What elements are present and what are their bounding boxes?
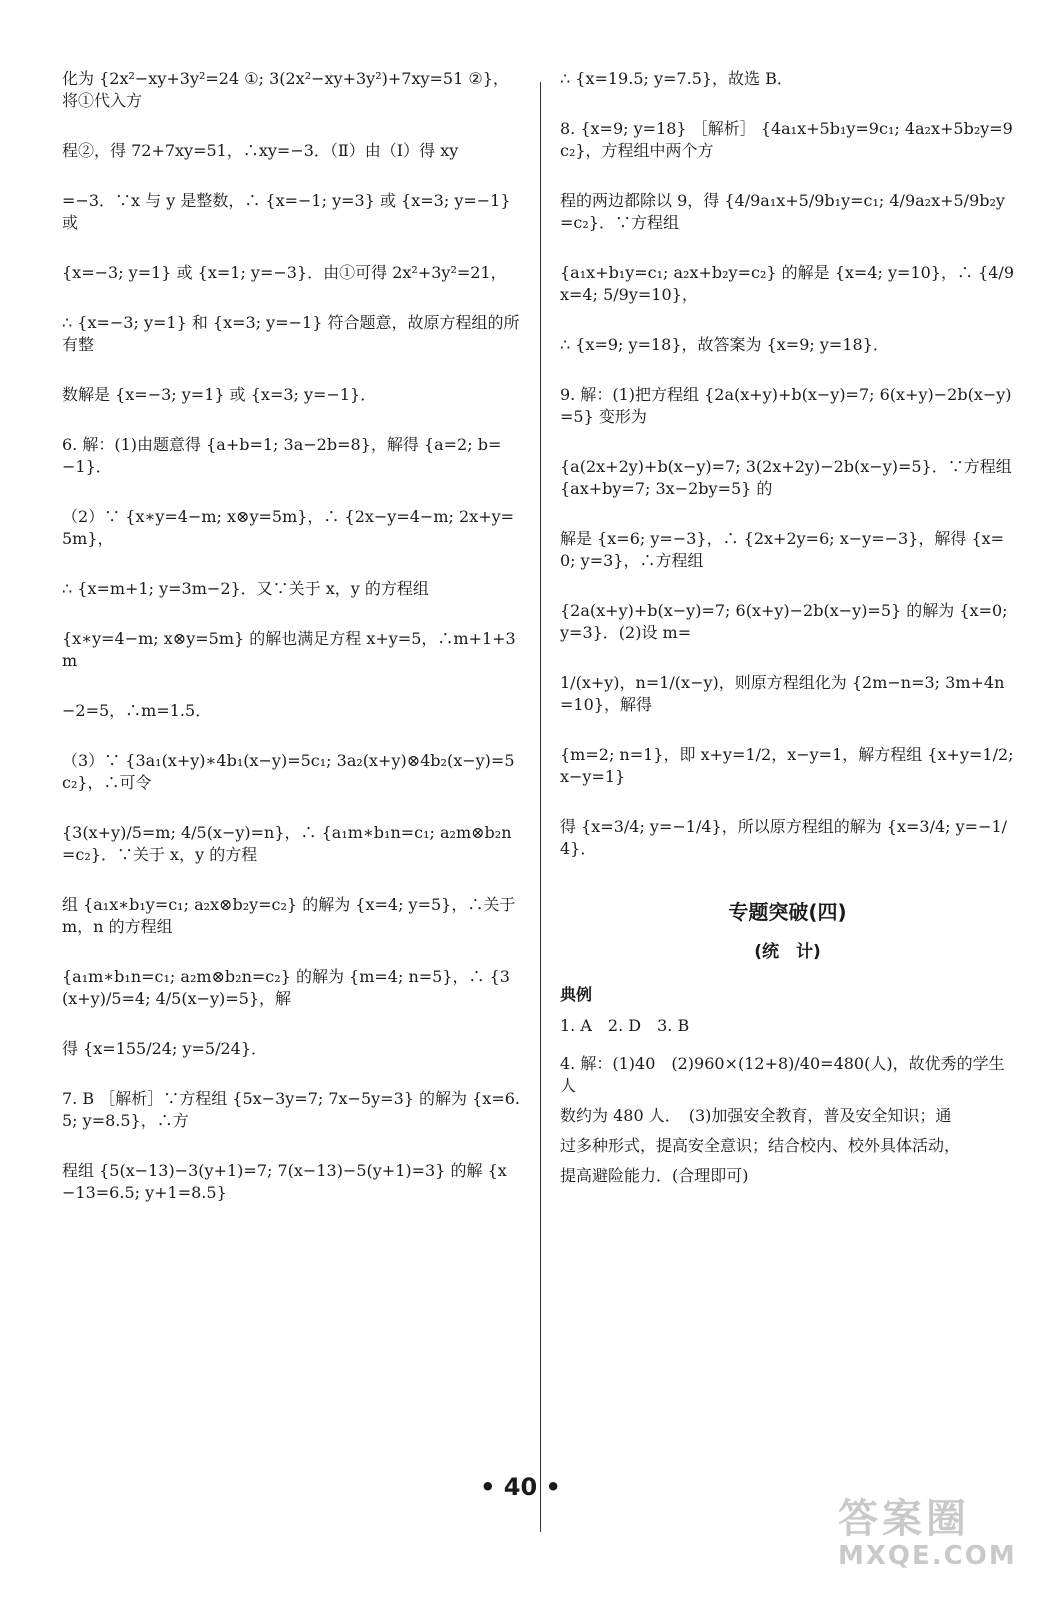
question-6: 6. 解：(1)由题意得 {a+b=1; 3a−2b=8}，解得 {a=2; b=−1}． — [62, 435, 502, 476]
question-7: 7. B ［解析］∵方程组 {5x−3y=7; 7x−5y=3} 的解为 {x=6.5; y=8.5}，∴方 — [62, 1089, 520, 1130]
text-line: 组 {a₁x∗b₁y=c₁; a₂x⊗b₂y=c₂} 的解为 {x=4; y=5}，∴关于 m，n 的方程组 — [62, 895, 521, 936]
text-line: ∴ {x=m+1; y=3m−2}．又∵关于 x，y 的方程组 — [62, 579, 429, 598]
text-line: {x∗y=4−m; x⊗y=5m} 的解也满足方程 x+y=5，∴m+1+3m — [62, 629, 516, 670]
text-line: 程的两边都除以 9，得 {4/9a₁x+5/9b₁y=c₁; 4/9a₂x+5/9b₂y=c₂}．∵方程组 — [560, 191, 1005, 232]
left-column — [62, 68, 520, 1204]
watermark-bottom: MXQE.COM — [838, 1541, 1017, 1571]
text-line: （2）∵ {x∗y=4−m; x⊗y=5m}，∴ {2x−y=4−m; 2x+y=5m}， — [62, 507, 515, 548]
question-9: 9. 解：(1)把方程组 {2a(x+y)+b(x−y)=7; 6(x+y)−2b(x−y)=5} 变形为 — [560, 385, 1012, 426]
text-line: {a₁x+b₁y=c₁; a₂x+b₂y=c₂} 的解是 {x=4; y=10}，∴ {4/9x=4; 5/9y=10}， — [560, 263, 1014, 304]
text-line: 数解是 {x=−3; y=1} 或 {x=3; y=−1}． — [62, 385, 377, 404]
text-line: ∴ {x=19.5; y=7.5}，故选 B． — [560, 69, 793, 88]
section-subtitle: (统 计) — [754, 942, 821, 962]
text-line: 数约为 480 人． (3)加强安全教育，普及安全知识；通 — [560, 1106, 952, 1125]
page-number: • 40 • — [480, 1473, 561, 1501]
text-line: 提高避险能力．(合理即可) — [560, 1166, 749, 1185]
text-line: {a₁m∗b₁n=c₁; a₂m⊗b₂n=c₂} 的解为 {m=4; n=5}，∴ {3(x+y)/5=4; 4/5(x−y)=5}，解 — [62, 967, 510, 1008]
text-line: 得 {x=155/24; y=5/24}． — [62, 1039, 268, 1058]
text-line: {a(2x+2y)+b(x−y)=7; 3(2x+2y)−2b(x−y)=5}．∵方程组 {ax+by=7; 3x−2by=5} 的 — [560, 457, 1017, 498]
text-line: 得 {x=3/4; y=−1/4}，所以原方程组的解为 {x=3/4; y=−1/4}． — [560, 817, 1008, 858]
right-column — [560, 68, 1019, 1187]
question-4: 4. 解：(1)40 (2)960×(12+8)/40=480(人)，故优秀的学生人 — [560, 1054, 1005, 1095]
text-line: 1/(x+y)，n=1/(x−y)，则原方程组化为 {2m−n=3; 3m+4n=10}，解得 — [560, 673, 1005, 714]
text-line: {3(x+y)/5=m; 4/5(x−y)=n}，∴ {a₁m∗b₁n=c₁; a₂m⊗b₂n=c₂}．∵关于 x，y 的方程 — [62, 823, 512, 864]
text-line: =−3．∵x 与 y 是整数，∴ {x=−1; y=3} 或 {x=3; y=−1} 或 — [62, 191, 516, 232]
example-label: 典例 — [560, 985, 593, 1004]
text-line: {x=−3; y=1} 或 {x=1; y=−3}．由①可得 2x²+3y²=21， — [62, 263, 507, 282]
text-line: 化为 {2x²−xy+3y²=24 ①; 3(2x²−xy+3y²)+7xy=51 ②}，将①代入方 — [62, 69, 509, 110]
text-line: −2=5，∴m=1.5． — [62, 701, 212, 720]
text-line: 程组 {5(x−13)−3(y+1)=7; 7(x−13)−5(y+1)=3} 的解 {x−13=6.5; y+1=8.5} — [62, 1161, 507, 1202]
text-line: （3）∵ {3a₁(x+y)∗4b₁(x−y)=5c₁; 3a₂(x+y)⊗4b₂(x−y)=5c₂}，∴可令 — [62, 751, 515, 792]
text-line: ∴ {x=9; y=18}，故答案为 {x=9; y=18}． — [560, 335, 889, 354]
watermark-logo — [838, 1497, 1030, 1587]
text-line: 过多种形式，提高安全意识；结合校内、校外具体活动， — [560, 1136, 961, 1155]
text-line: {m=2; n=1}，即 x+y=1/2，x−y=1，解方程组 {x+y=1/2; x−y=1} — [560, 745, 1019, 786]
text-line: ∴ {x=−3; y=1} 和 {x=3; y=−1} 符合题意，故原方程组的所有整 — [62, 313, 520, 354]
text-line: 解是 {x=6; y=−3}，∴ {2x+2y=6; x−y=−3}，解得 {x=0; y=3}，∴方程组 — [560, 529, 1005, 570]
section-title: 专题突破(四) — [728, 900, 847, 924]
watermark-top: 答案圈 — [838, 1496, 970, 1542]
question-8: 8. {x=9; y=18} ［解析］ {4a₁x+5b₁y=9c₁; 4a₂x+5b₂y=9c₂}，方程组中两个方 — [560, 119, 1013, 160]
column-divider — [540, 82, 541, 1532]
text-line: {2a(x+y)+b(x−y)=7; 6(x+y)−2b(x−y)=5} 的解为 {x=0; y=3}．(2)设 m= — [560, 601, 1013, 642]
answer-line: 1. A 2. D 3. B — [560, 1016, 690, 1035]
text-line: 程②，得 72+7xy=51，∴xy=−3．（Ⅱ）由（Ⅰ）得 xy — [62, 141, 459, 160]
